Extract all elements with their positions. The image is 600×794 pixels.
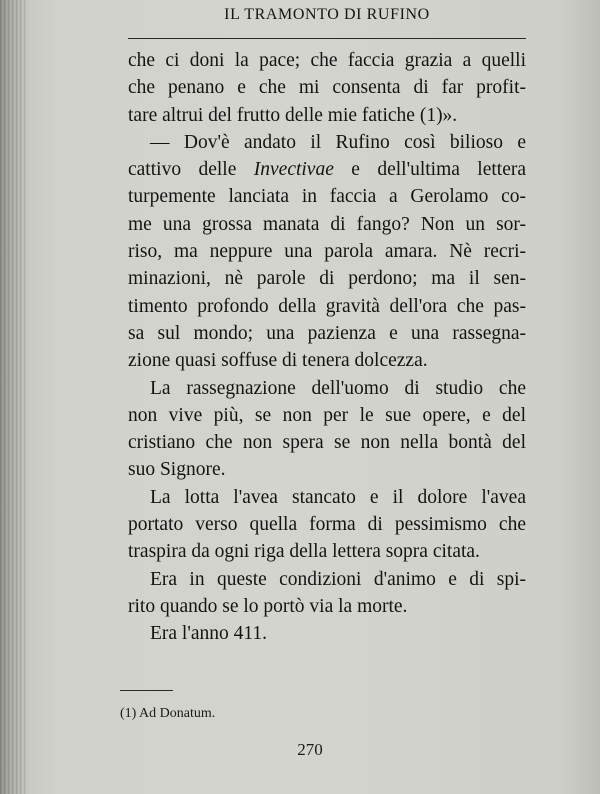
- text-line: La lotta l'avea stancato e il dolore l'avea: [150, 486, 526, 508]
- text-line: Era in queste condizioni d'animo e di spi-: [150, 568, 526, 590]
- text-line: che ci doni la pace; che faccia grazia a quelli: [128, 50, 526, 71]
- footnote-rule: [120, 690, 173, 691]
- text-line: turpemente lanciata in faccia a Gerolamo co-: [128, 186, 526, 208]
- text-line: — Dov'è andato il Rufino così bilioso e: [150, 131, 526, 153]
- text-line: Era l'anno 411.: [150, 623, 268, 645]
- text-line: minazioni, nè parole di perdono; ma il sen-: [128, 268, 526, 290]
- footnote: (1) Ad Donatum.: [120, 706, 216, 721]
- italic-title: Invectivae: [253, 159, 334, 181]
- page-edges: [0, 0, 26, 794]
- text-segment: cattivo delle: [128, 159, 237, 181]
- text-segment: e dell'ultima lettera: [351, 159, 527, 181]
- text-line: traspira da ogni riga della lettera sopra citata.: [128, 541, 480, 563]
- text-line: suo Signore.: [128, 459, 226, 481]
- text-line: tare altrui del frutto delle mie fatiche (1)».: [128, 104, 458, 126]
- text-line: La rassegnazione dell'uomo di studio che: [150, 377, 526, 399]
- text-line: zione quasi soffuse di tenera dolcezza.: [128, 350, 428, 372]
- body-text: [128, 47, 526, 648]
- header-rule: [128, 38, 526, 39]
- page-number: 270: [297, 740, 323, 759]
- running-head: IL TRAMONTO DI RUFINO: [224, 6, 430, 23]
- text-line: [128, 156, 526, 183]
- text-line: cristiano che non spera se non nella bontà del: [128, 432, 526, 454]
- text-line: portato verso quella forma di pessimismo che: [128, 514, 526, 536]
- text-line: rito quando se lo portò via la morte.: [128, 595, 408, 617]
- text-line: che penano e che mi consenta di far profit-: [128, 77, 526, 99]
- text-line: riso, ma neppure una parola amara. Nè recri-: [128, 241, 526, 263]
- text-line: non vive più, se non per le sue opere, e del: [128, 404, 526, 426]
- text-line: timento profondo della gravità dell'ora che pas-: [128, 295, 526, 317]
- text-line: sa sul mondo; una pazienza e una rassegna-: [128, 322, 526, 344]
- text-line: me una grossa manata di fango? Non un sor-: [128, 213, 526, 235]
